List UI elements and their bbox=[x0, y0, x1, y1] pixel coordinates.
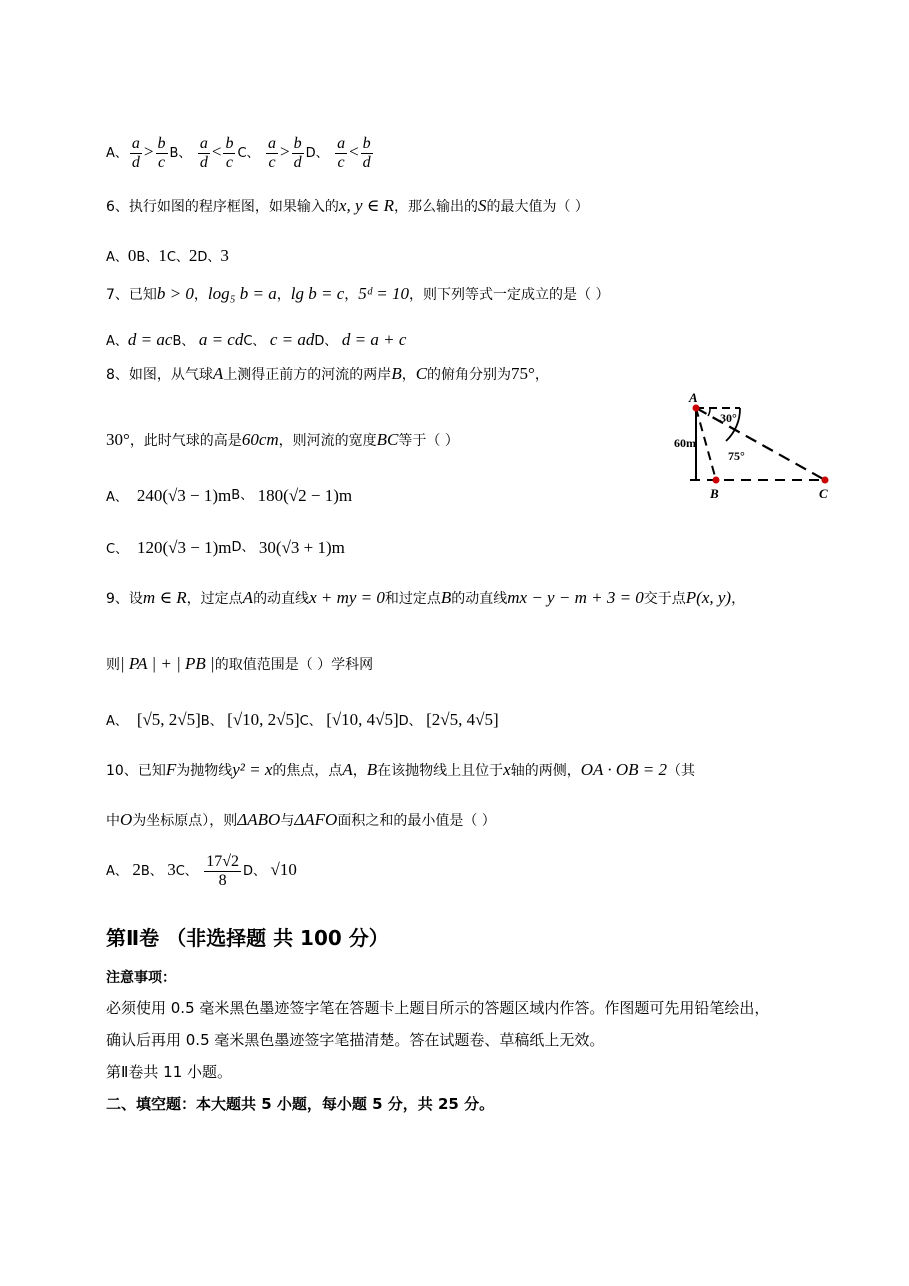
q10-options: A、 2B、 3C、 $\frac{17√2}{8}$ D、 √10 bbox=[106, 852, 297, 889]
fig-label-a: A bbox=[689, 390, 698, 405]
q6-stem: 6、执行如图的程序框图，如果输入的x, y ∈ R，那么输出的S的最大值为（ ） bbox=[106, 196, 589, 215]
q5-opt-c-right: $\frac{b}{d}$ bbox=[293, 134, 302, 171]
q5-opt-d-right: $\frac{b}{d}$ bbox=[362, 134, 371, 171]
q7-options: A、d = acB、 a = cdC、 c = adD、 d = a + c bbox=[106, 330, 407, 349]
q9-stem-2: 则| PA | + | PB |的取值范围是（ ）学科网 bbox=[106, 654, 374, 673]
fig-label-angle-30: 30° bbox=[720, 411, 737, 425]
part2-title: 第Ⅱ卷 （非选择题 共 100 分） bbox=[106, 926, 389, 950]
fig-point-a bbox=[693, 405, 700, 412]
fig-label-b: B bbox=[710, 486, 719, 501]
q7-stem: 7、已知b > 0，log₅ b = a，lg b = c，5ᵈ = 10，则下列等式一定成立的是（ ） bbox=[106, 284, 610, 303]
fig-line-ac bbox=[696, 408, 825, 480]
notice-title: 注意事项： bbox=[106, 970, 176, 986]
q5-opt-c-left: $\frac{a}{c}$ bbox=[268, 134, 276, 171]
q5-opt-a-right: $\frac{b}{c}$ bbox=[157, 134, 166, 171]
q8-stem-2: 30°，此时气球的高是60cm，则河流的宽度BC等于（ ） bbox=[106, 430, 459, 449]
q9-stem-1: 9、设m ∈ R，过定点A的动直线x + my = 0和过定点B的动直线mx − y − m + 3 = 0交于点P(x, y)， bbox=[106, 588, 746, 607]
notice-line-2: 确认后再用 0.5 毫米黑色墨迹签字笔描清楚。答在试题卷、草稿纸上无效。 bbox=[106, 1031, 605, 1049]
q5-options: A、 $\frac{a}{d}$ > $\frac{b}{c}$ B、 $\frac{a}{d}$ < $\frac{b}{c}$ C、 $\frac{a}{c}$ > $\frac{b}{d}$ D、 $\frac{a}{c}$ < $\frac{b}{d}$ bbox=[106, 134, 371, 171]
fig-label-c: C bbox=[819, 486, 828, 501]
q5-opt-b-left: $\frac{a}{d}$ bbox=[199, 134, 208, 171]
q6-options: A、0B、1C、2D、3 bbox=[106, 246, 229, 265]
q8-options-1: A、 240(√3 − 1)mB、 180(√2 − 1)m bbox=[106, 486, 353, 505]
q5-opt-b-right: $\frac{b}{c}$ bbox=[225, 134, 234, 171]
q5-opt-c-label: C、 bbox=[237, 146, 260, 161]
q8-balloon-figure bbox=[670, 386, 840, 504]
q5-opt-b-label: B、 bbox=[169, 146, 192, 161]
q9-options: A、 [√5, 2√5]B、 [√10, 2√5]C、 [√10, 4√5]D、 [2√5, 4√5] bbox=[106, 710, 499, 729]
q10-opt-c-frac: $\frac{17√2}{8}$ bbox=[206, 852, 240, 889]
q5-opt-d-label: D、 bbox=[305, 146, 329, 161]
fig-point-b bbox=[713, 477, 720, 484]
fig-label-angle-75: 75° bbox=[728, 449, 745, 463]
section-2-heading: 二、填空题：本大题共 5 小题，每小题 5 分，共 25 分。 bbox=[106, 1095, 495, 1113]
q5-opt-a-left: $\frac{a}{d}$ bbox=[131, 134, 140, 171]
fig-line-ab bbox=[696, 408, 716, 480]
notice-line-1: 必须使用 0.5 毫米黑色墨迹签字笔在答题卡上题目所示的答题区域内作答。作图题可先用铅笔绘出， bbox=[106, 999, 770, 1017]
q8-stem-1: 8、如图，从气球A上测得正前方的河流的两岸B，C的俯角分别为75°， bbox=[106, 364, 549, 383]
fig-arc-30 bbox=[708, 408, 710, 416]
q5-opt-d-left: $\frac{a}{c}$ bbox=[337, 134, 346, 171]
fig-label-height: 60m bbox=[674, 436, 696, 450]
notice-line-3: 第Ⅱ卷共 11 小题。 bbox=[106, 1063, 233, 1081]
fig-point-c bbox=[822, 477, 829, 484]
q8-options-2: C、 120(√3 − 1)mD、 30(√3 + 1)m bbox=[106, 538, 345, 557]
q10-stem-1: 10、已知F为抛物线y² = x的焦点，点A，B在该抛物线上且位于x轴的两侧，OA · OB = 2（其 bbox=[106, 760, 695, 779]
q5-opt-a-label: A、 bbox=[106, 146, 128, 161]
q10-stem-2: 中O为坐标原点），则ΔABO与ΔAFO面积之和的最小值是（ ） bbox=[106, 810, 496, 829]
